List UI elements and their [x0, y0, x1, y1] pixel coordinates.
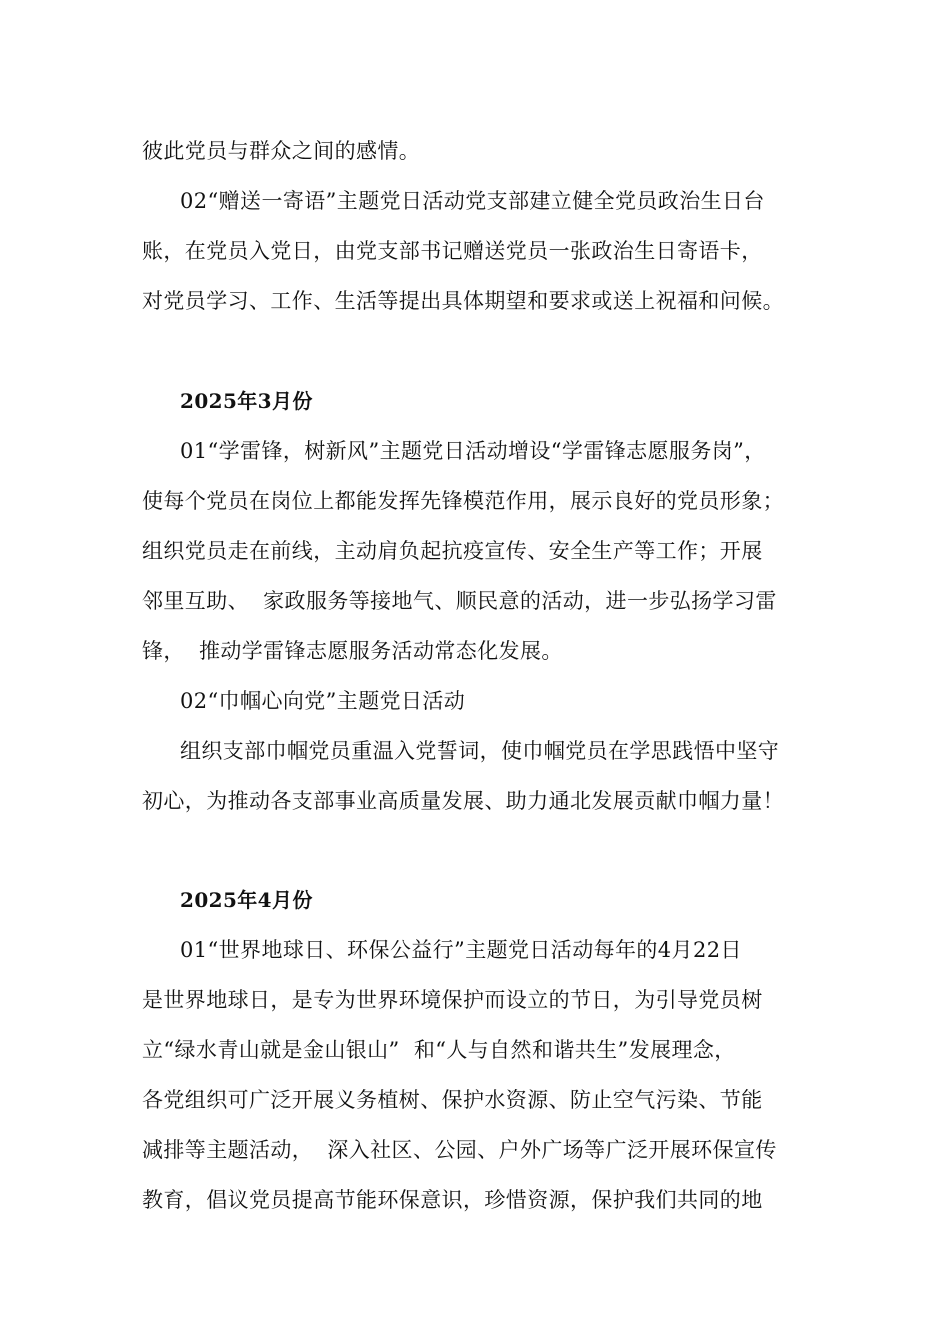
paragraph-line: 初心，为推动各支部事业高质量发展、助力通北发展贡献巾帼力量！ [142, 789, 784, 813]
paragraph-line: 账，在党员入党日，由党支部书记赠送党员一张政治生日寄语卡， [142, 239, 763, 263]
paragraph-line: 01“世界地球日、环保公益行”主题党日活动每年的4月22日 [180, 938, 742, 962]
paragraph-line: 组织党员走在前线，主动肩负起抗疫宣传、安全生产等工作；开展 [142, 539, 763, 563]
paragraph-line: 立“绿水青山就是金山银山” 和“人与自然和谐共生”发展理念， [142, 1038, 736, 1062]
paragraph-line: 教育，倡议党员提高节能环保意识，珍惜资源，保护我们共同的地 [142, 1188, 763, 1212]
paragraph-line: 02“赠送一寄语”主题党日活动党支部建立健全党员政治生日台 [180, 189, 765, 213]
paragraph-line: 是世界地球日，是专为世界环境保护而设立的节日，为引导党员树 [142, 988, 763, 1012]
paragraph-line: 锋， 推动学雷锋志愿服务活动常态化发展。 [142, 639, 563, 663]
paragraph-line: 使每个党员在岗位上都能发挥先锋模范作用，展示良好的党员形象； [142, 489, 784, 513]
paragraph-line: 01“学雷锋，树新风”主题党日活动增设“学雷锋志愿服务岗”， [180, 439, 766, 463]
paragraph-line: 彼此党员与群众之间的感情。 [142, 139, 421, 163]
paragraph-line: 减排等主题活动， 深入社区、公园、户外广场等广泛开展环保宣传 [142, 1138, 777, 1162]
paragraph-line: 组织支部巾帼党员重温入党誓词，使巾帼党员在学思践悟中坚守 [180, 739, 780, 763]
paragraph-line: 各党组织可广泛开展义务植树、保护水资源、防止空气污染、节能 [142, 1088, 763, 1112]
section-heading-april: 2025年4月份 [180, 888, 313, 912]
paragraph-line: 邻里互助、 家政服务等接地气、顺民意的活动，进一步弘扬学习雷 [142, 589, 777, 613]
paragraph-line: 对党员学习、工作、生活等提出具体期望和要求或送上祝福和问候。 [142, 289, 784, 313]
paragraph-line: 02“巾帼心向党”主题党日活动 [180, 689, 466, 713]
section-heading-march: 2025年3月份 [180, 389, 313, 413]
